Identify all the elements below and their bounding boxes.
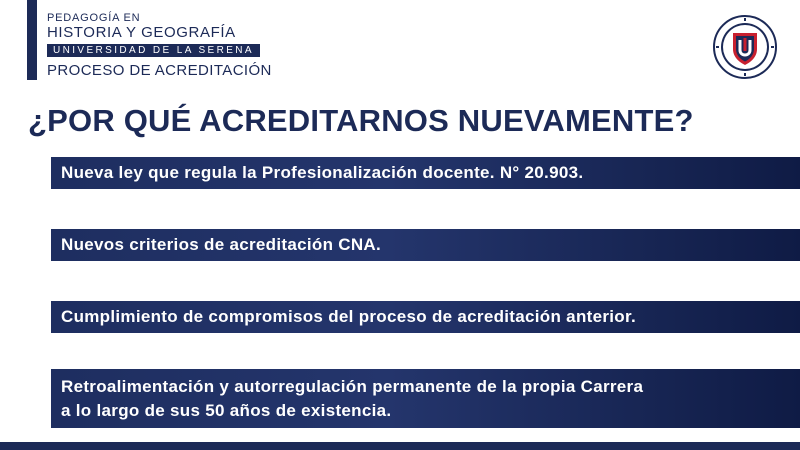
university-seal-icon: [713, 15, 777, 79]
header-university-name: UNIVERSIDAD DE LA SERENA: [47, 44, 260, 57]
program-header: [27, 0, 347, 82]
header-process-name: PROCESO DE ACREDITACIÓN: [47, 62, 272, 79]
header-program-prefix: PEDAGOGÍA EN: [47, 12, 141, 24]
seal-graphic: [713, 15, 777, 79]
header-accent-bar: [27, 0, 37, 80]
reason-bar-3: [51, 301, 800, 333]
reason-bar-1: [51, 157, 800, 189]
reason-text-2: Nuevos criterios de acreditación CNA.: [61, 235, 382, 254]
footer-strip: [0, 442, 800, 450]
reason-text-4-line-2: a lo largo de sus 50 años de existencia.: [61, 401, 392, 420]
reason-bar-2: [51, 229, 800, 261]
reason-text-3: Cumplimiento de compromisos del proceso de acreditación anterior.: [61, 307, 636, 326]
reason-text-4-line-1: Retroalimentación y autorregulación permanente de la propia Carrera: [61, 377, 644, 396]
page-title: ¿POR QUÉ ACREDITARNOS NUEVAMENTE?: [28, 103, 694, 138]
reason-text-1: Nueva ley que regula la Profesionalización docente. N° 20.903.: [61, 163, 584, 182]
header-program-name: HISTORIA Y GEOGRAFÍA: [47, 24, 236, 41]
reason-bar-4: [51, 369, 800, 428]
